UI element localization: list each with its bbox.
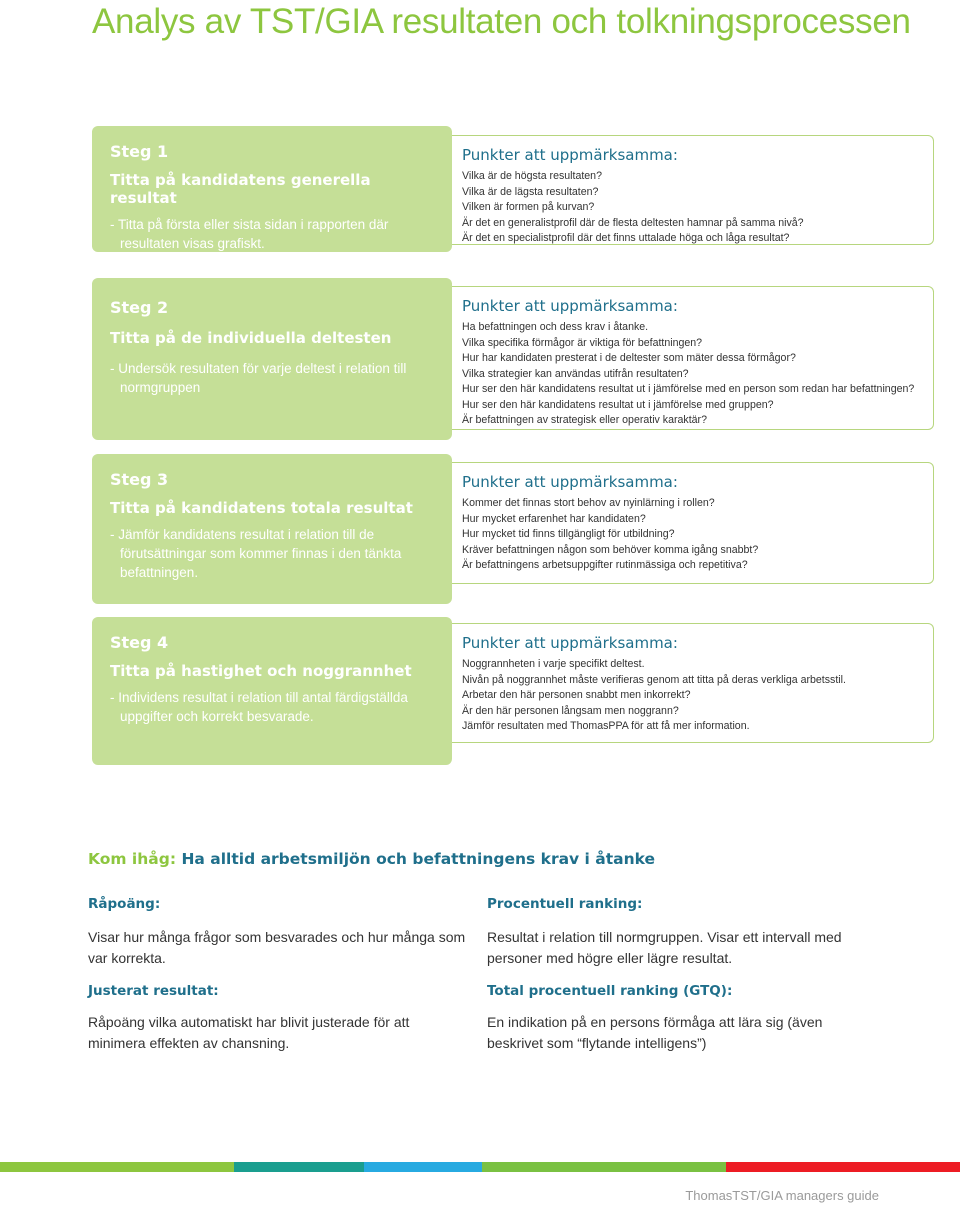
glossary-term: Procentuell ranking: bbox=[487, 896, 643, 912]
points-heading: Punkter att uppmärksamma: bbox=[462, 634, 678, 652]
footer-text: ThomasTST/GIA managers guide bbox=[685, 1188, 879, 1203]
point-item: Vilka strategier kan användas utifrån resultaten? bbox=[462, 367, 689, 380]
point-item: Arbetar den här personen snabbt men inkorrekt? bbox=[462, 689, 691, 701]
step-label: Steg 4 bbox=[110, 633, 169, 652]
point-item: Noggrannheten i varje specifikt deltest. bbox=[462, 658, 645, 670]
point-item: Hur ser den här kandidatens resultat ut i jämförelse med en person som redan har befattningen? bbox=[462, 383, 915, 395]
page-title: Analys av TST/GIA resultaten och tolkningsprocessen bbox=[92, 2, 911, 41]
point-item: Jämför resultaten med ThomasPPA för att få mer information. bbox=[462, 720, 750, 732]
point-item: Kommer det finnas stort behov av nyinlärning i rollen? bbox=[462, 497, 715, 509]
point-item: Ha befattningen och dess krav i åtanke. bbox=[462, 321, 649, 333]
glossary-definition: Visar hur många frågor som besvarades och hur många som var korrekta. bbox=[88, 929, 466, 966]
points-box-step-3 bbox=[440, 462, 934, 584]
step-label: Steg 1 bbox=[110, 142, 169, 161]
point-item: Är den här personen långsam men noggrann? bbox=[462, 704, 679, 717]
points-box-step-1 bbox=[440, 135, 934, 245]
point-item: Vilken är formen på kurvan? bbox=[462, 201, 595, 213]
point-item: Kräver befattningen någon som behöver komma igång snabbt? bbox=[462, 543, 759, 556]
step-label: Steg 2 bbox=[110, 298, 169, 317]
remember-note bbox=[88, 850, 655, 868]
points-box-step-4 bbox=[440, 623, 934, 743]
point-item: Hur mycket erfarenhet har kandidaten? bbox=[462, 512, 646, 525]
remember-label: Kom ihåg: bbox=[88, 850, 177, 868]
step-1-card bbox=[92, 126, 452, 252]
step-heading: Titta på de individuella deltesten bbox=[110, 329, 392, 347]
point-item: Är befattningen av strategisk eller operativ karaktär? bbox=[462, 414, 707, 426]
step-description: - Individens resultat i relation till antal färdigställda uppgifter och korrekt besvarade. bbox=[110, 690, 408, 724]
points-heading: Punkter att uppmärksamma: bbox=[462, 473, 678, 491]
glossary-definition: En indikation på en persons förmåga att lära sig (även beskrivet som “flytande intelligens”) bbox=[487, 1014, 823, 1051]
step-heading: Titta på kandidatens totala resultat bbox=[110, 499, 413, 517]
point-item: Är det en generalistprofil där de flesta deltesten hamnar på samma nivå? bbox=[462, 216, 804, 229]
step-4-card bbox=[92, 617, 452, 765]
step-description: - Jämför kandidatens resultat i relation till de förutsättningar som kommer finnas i den tänkta befattningen. bbox=[110, 527, 402, 580]
point-item: Är det en specialistprofil där det finns uttalade höga och låga resultat? bbox=[462, 232, 790, 244]
points-heading: Punkter att uppmärksamma: bbox=[462, 146, 678, 164]
point-item: Hur ser den här kandidatens resultat ut i jämförelse med gruppen? bbox=[462, 398, 774, 411]
step-description: - Titta på första eller sista sidan i rapporten där resultaten visas grafiskt. bbox=[110, 217, 389, 251]
point-item: Nivån på noggrannhet måste verifieras genom att titta på deras verkliga arbetsstil. bbox=[462, 673, 846, 686]
step-3-card bbox=[92, 454, 452, 604]
color-bar-segment bbox=[0, 1162, 234, 1172]
color-bar-segment bbox=[364, 1162, 482, 1172]
point-item: Hur har kandidaten presterat i de deltester som mäter dessa förmågor? bbox=[462, 352, 796, 364]
step-label: Steg 3 bbox=[110, 470, 169, 489]
glossary-definition: Råpoäng vilka automatiskt har blivit justerade för att minimera effekten av chansning. bbox=[88, 1014, 410, 1051]
point-item: Vilka är de lägsta resultaten? bbox=[462, 185, 599, 198]
point-item: Är befattningens arbetsuppgifter rutinmässiga och repetitiva? bbox=[462, 559, 748, 571]
step-description: - Undersök resultaten för varje deltest i relation till normgruppen bbox=[110, 361, 407, 395]
step-heading: Titta på hastighet och noggrannhet bbox=[110, 662, 412, 680]
remember-text: Ha alltid arbetsmiljön och befattningens krav i åtanke bbox=[181, 850, 656, 868]
color-bar-segment bbox=[234, 1162, 364, 1172]
point-item: Vilka specifika förmågor är viktiga för befattningen? bbox=[462, 336, 703, 349]
points-box-step-2 bbox=[440, 286, 934, 430]
points-heading: Punkter att uppmärksamma: bbox=[462, 297, 678, 315]
glossary-definition: Resultat i relation till normgruppen. Visar ett intervall med personer med högre eller lägre resultat. bbox=[487, 929, 842, 966]
step-2-card bbox=[92, 278, 452, 440]
point-item: Vilka är de högsta resultaten? bbox=[462, 170, 602, 182]
color-bar-segment bbox=[482, 1162, 726, 1172]
glossary-term: Justerat resultat: bbox=[88, 983, 219, 999]
point-item: Hur mycket tid finns tillgängligt för utbildning? bbox=[462, 528, 675, 540]
glossary-term: Råpoäng: bbox=[88, 896, 161, 912]
glossary-term: Total procentuell ranking (GTQ): bbox=[487, 983, 733, 999]
color-bar-segment bbox=[726, 1162, 960, 1172]
step-heading: Titta på kandidatens generella resultat bbox=[110, 171, 371, 207]
